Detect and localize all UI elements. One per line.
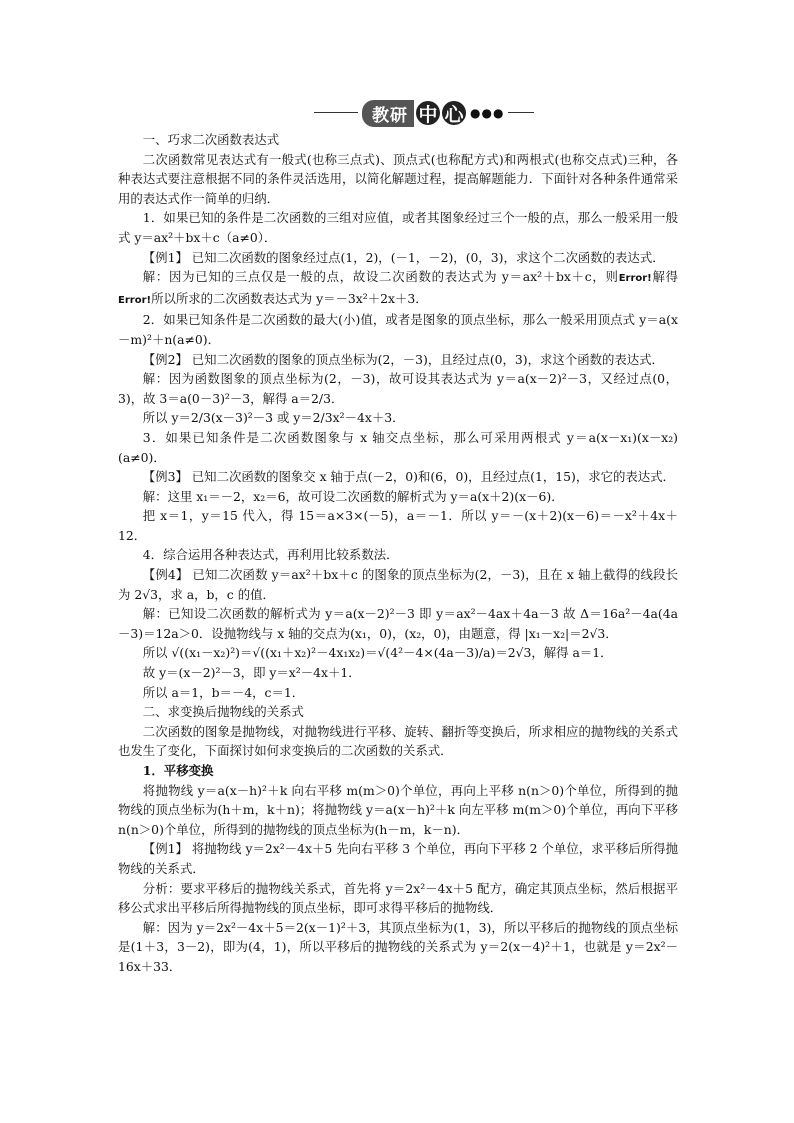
solution-5: 解：因为 y＝2x²－4x＋5＝2(x－1)²＋3，其顶点坐标为(1，3)，所以平移后的抛物线的顶点坐标是(1＋3，3－2)，即为(4，1)，所以平移后的抛物线的关系式为 y＝2(x－4)²＋1，也就是 y＝2x²－16x＋33． xyxy=(118,919,678,974)
paragraph-transform-intro: 二次函数的图象是抛物线，对抛物线进行平移、旋转、翻折等变换后，所求相应的抛物线的关系式也发生了变化，下面探讨如何求变换后的二次函数的关系式． xyxy=(118,723,678,759)
paragraph-rule-3: 3．如果已知条件是二次函数图象与 x 轴交点坐标，那么可采用两根式 y＝a(x－x₁)(x－x₂)(a≠0)． xyxy=(118,429,678,465)
solution-1-text: 解：因为已知的三点仅是一般的点，故设二次函数的表达式为 y＝ax²＋bx＋c，则 xyxy=(142,269,619,285)
example-2: 【例2】 已知二次函数的图象的顶点坐标为(2，－3)，且经过点(0，3)，求这个函数的表达式． xyxy=(142,351,664,367)
solution-1-tail-a: 解得 xyxy=(651,269,679,285)
section-header xyxy=(314,100,534,126)
example-5: 【例1】 将抛物线 y＝2x²－4x＋5 先向右平移 3 个单位，再向下平移 2 个单位，求平移后所得抛物线的关系式． xyxy=(118,841,678,876)
solution-1 xyxy=(118,267,678,310)
paragraph-translation: 将抛物线 y＝a(x－h)²＋k 向右平移 m(m＞0)个单位，再向上平移 n(n＞0)个单位，所得到的抛物线的顶点坐标为(h＋m，k＋n)；将抛物线 y＝a(x－h)²＋k 向左平移 m(m＞0)个单位，再向下平移 n(n＞0)个单位，所得到的抛物线的顶点坐标为(h－m，k－n)． xyxy=(118,782,678,837)
document-body xyxy=(118,130,678,977)
paragraph-rule-4: 4．综合运用各种表达式，再利用比较系数法． xyxy=(142,547,399,563)
solution-4-result: 所以 a＝1，b＝－4，c＝1． xyxy=(142,684,305,700)
solution-3-result: 把 x＝1，y＝15 代入，得 15＝a×3×(－5)，a＝－1．所以 y＝－(x＋2)(x－6)＝－x²＋4x＋12． xyxy=(118,508,678,543)
header-badge xyxy=(358,100,508,126)
paragraph-rule-1: 1．如果已知的条件是二次函数的三组对应值，或者其图象经过三个一般的点，那么一般采用一般式 y＝ax²＋bx＋c（a≠0）． xyxy=(118,210,678,245)
solution-4-step-2: 故 y＝(x－2)²－3，即 y＝x²－4x＋1． xyxy=(142,665,361,681)
solution-3: 解：这里 x₁＝－2，x₂＝6，故可设二次函数的解析式为 y＝a(x＋2)(x－6)． xyxy=(142,488,564,504)
analysis-5: 分析：要求平移后的抛物线关系式，首先将 y＝2x²－4x＋5 配方，确定其顶点坐标，然后根据平移公式求出平移后所得抛物线的顶点坐标，即可求得平移后的抛物线． xyxy=(118,880,678,916)
badge-text-circle: 中 xyxy=(416,101,440,125)
paragraph-rule-2: 2．如果已知条件是二次函数的最大(小)值，或者是图象的顶点坐标，那么一般采用顶点式 y＝a(x－m)²＋n(a≠0)． xyxy=(118,312,678,347)
badge-text-left: 教研 xyxy=(362,100,414,127)
error-marker: Error! xyxy=(618,273,652,285)
subheading-translation: 1．平移变换 xyxy=(142,763,214,778)
error-marker-2: Error! xyxy=(118,294,152,306)
section-heading-2: 二、求变换后抛物线的关系式 xyxy=(142,704,304,720)
solution-4-step: 所以 √((x₁－x₂)²)＝√((x₁＋x₂)²－4x₁x₂)＝√(4²－4×(4a－3)/a)＝2√3，解得 a＝1． xyxy=(142,645,613,661)
example-1: 【例1】 已知二次函数的图象经过点(1，2)，(－1，－2)，(0，3)，求这个二次函数的表达式． xyxy=(142,249,665,265)
example-3: 【例3】 已知二次函数的图象交 x 轴于点(－2，0)和(6，0)，且经过点(1，15)，求它的表达式． xyxy=(142,469,675,485)
solution-2-result: 所以 y＝2/3(x－3)²－3 或 y＝2/3x²－4x＋3． xyxy=(142,410,405,426)
example-4: 【例4】 已知二次函数 y＝ax²＋bx＋c 的图象的顶点坐标为(2，－3)，且在 x 轴上截得的线段长为 2√3，求 a，b，c 的值． xyxy=(118,567,678,602)
badge-dots: ●●● xyxy=(470,106,505,120)
solution-2: 解：因为函数图象的顶点坐标为(2，－3)，故可设其表达式为 y＝a(x－2)²－3，又经过点(0，3)，故 3＝a(0－3)²－3，解得 a＝2/3． xyxy=(118,371,678,406)
paragraph-intro: 二次函数常见表达式有一般式(也称三点式)、顶点式(也称配方式)和两根式(也称交点式)三种，各种表达式要注意根据不同的条件灵活选用，以简化解题过程，提高解题能力．下面针对各种条件通常采用的表达式作一简单的归纳． xyxy=(118,151,678,206)
solution-1-tail-b: 所以所求的二次函数表达式为 y＝－3x²＋2x＋3． xyxy=(151,290,428,306)
section-heading-1: 一、巧求二次函数表达式 xyxy=(142,132,280,147)
solution-4: 解：已知设二次函数的解析式为 y＝a(x－2)²－3 即 y＝ax²－4ax＋4a－3 故 Δ＝16a²－4a(4a－3)＝12a＞0．设抛物线与 x 轴的交点为(x₁，0)，(x₂，0)，由题意，得 |x₁－x₂|＝2√3． xyxy=(118,606,678,641)
badge-text-right: 心 xyxy=(442,101,466,125)
